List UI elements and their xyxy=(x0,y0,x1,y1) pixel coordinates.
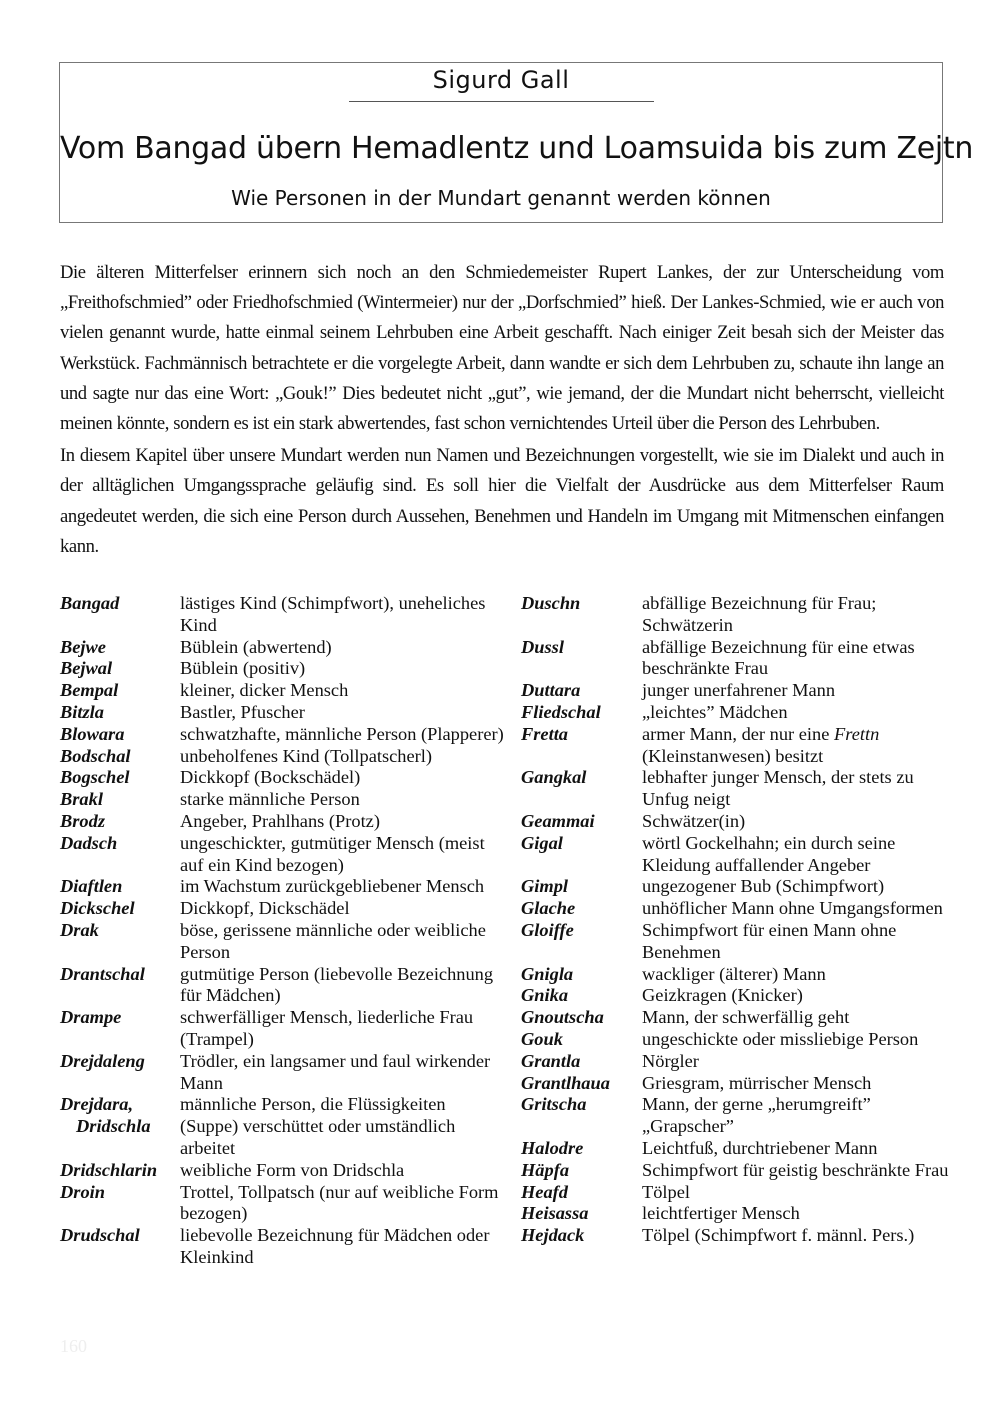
glossary-definition-text: wackliger (älterer) Mann xyxy=(642,963,826,984)
glossary-term xyxy=(60,964,180,1008)
glossary-entry xyxy=(521,833,951,877)
glossary-term-text: Droin xyxy=(60,1181,105,1202)
glossary-term-text: Gouk xyxy=(521,1028,563,1049)
glossary-term xyxy=(521,724,642,768)
glossary-entry xyxy=(60,833,505,877)
glossary-term xyxy=(521,1138,642,1160)
glossary-term-text: Hejdack xyxy=(521,1225,585,1246)
glossary-term xyxy=(521,637,642,681)
glossary-term xyxy=(60,898,180,920)
glossary-term xyxy=(521,1182,642,1204)
glossary-definition-text: leichtfertiger Mensch xyxy=(642,1203,800,1224)
glossary-term xyxy=(60,789,180,811)
glossary-term xyxy=(521,833,642,877)
glossary-term xyxy=(521,985,642,1007)
glossary-definition-text: böse, gerissene männliche oder weibliche Person xyxy=(180,919,486,962)
intro-paragraph: Die älteren Mitterfelser erinnern sich noch an den Schmiedemeister Rupert Lankes, der zur Unterscheidung vom „Freithofschmied” oder Friedhofschmied (Wintermeier) nur der „Dorfschmied” hieß. Der Lankes-Schmied, wie er auch von vielen genannt wurde, hatte einmal seinem Lehrbuben eine Arbeit geschafft. Nach einiger Zeit besah sich der Meister das Werkstück. Fachmännisch betrachtete er die vorgelegte Arbeit, dann wandte er sich dem Lehrbuben zu, schaute ihn lange an und sagte nur das eine Wort: „Gouk!” Dies bedeutet nicht „gut”, wie jemand, der die Mundart nicht beherrscht, vielleicht meinen könnte, sondern es ist ein stark abwertendes, fast schon vernichtendes Urteil über die Person des Lehrbuben. xyxy=(60,262,944,435)
glossary-term-text: Gloiffe xyxy=(521,919,574,940)
glossary-definition-text: ungezogener Bub (Schimpfwort) xyxy=(642,876,885,897)
glossary-term xyxy=(60,876,180,898)
glossary-term-text: Brakl xyxy=(60,789,103,810)
glossary-term xyxy=(60,767,180,789)
glossary-definition xyxy=(180,1160,505,1182)
glossary-term-text: Bitzla xyxy=(60,701,104,722)
glossary-term xyxy=(521,1094,642,1138)
glossary-entry xyxy=(521,920,951,964)
glossary-definition xyxy=(642,1160,951,1182)
author-name: Sigurd Gall xyxy=(432,66,570,94)
glossary-term-text: Bangad xyxy=(60,593,120,613)
glossary-definition xyxy=(642,811,951,833)
glossary-term xyxy=(60,1007,180,1051)
glossary-definition-text: abfällige Bezeichnung für eine etwas beschränkte Frau xyxy=(642,636,915,679)
glossary-definition xyxy=(180,833,505,877)
glossary-definition xyxy=(180,702,505,724)
glossary-term xyxy=(60,637,180,659)
glossary-entry xyxy=(521,702,951,724)
glossary-term xyxy=(521,593,642,637)
glossary-term-text: Drudschal xyxy=(60,1225,140,1246)
glossary-definition xyxy=(180,1182,505,1226)
glossary-term xyxy=(60,1182,180,1226)
glossary-term-text: Brodz xyxy=(60,810,105,831)
glossary-term-text: Gnika xyxy=(521,985,569,1006)
glossary-definition-text: Nörgler xyxy=(642,1050,699,1071)
glossary-definition xyxy=(180,637,505,659)
glossary-term-text: Diaftlen xyxy=(60,876,123,897)
glossary-definition-text: junger unerfahrener Mann xyxy=(642,680,836,701)
glossary-definition xyxy=(642,702,951,724)
glossary-definition xyxy=(180,1225,505,1269)
glossary-entry xyxy=(521,1007,951,1029)
glossary-term xyxy=(60,593,180,637)
glossary-definition-text: Mann, der schwerfällig geht xyxy=(642,1007,850,1028)
glossary-definition-text: Geizkragen (Knicker) xyxy=(642,985,803,1006)
glossary-definition-text: Leichtfuß, durchtriebener Mann xyxy=(642,1137,878,1158)
glossary-definition-text: Trödler, ein langsamer und faul wirkender Mann xyxy=(180,1050,491,1093)
glossary-definition-text: Büblein (abwertend) xyxy=(180,636,332,657)
glossary-right-column xyxy=(521,593,951,1247)
glossary-definition xyxy=(642,1094,951,1138)
glossary-definition-text: männliche Person, die Flüssigkeiten (Suppe) verschüttet oder umständlich arbeitet xyxy=(180,1094,456,1158)
glossary-definition xyxy=(180,1094,505,1159)
glossary-definition-text: wörtl Gockelhahn; ein durch seine Kleidung auffallender Angeber xyxy=(642,832,896,875)
glossary-entry xyxy=(521,1029,951,1051)
page-subtitle: Wie Personen in der Mundart genannt werden können xyxy=(231,186,771,210)
glossary-definition xyxy=(180,680,505,702)
glossary-term-text: Blowara xyxy=(60,723,125,744)
glossary-term xyxy=(60,1094,180,1159)
glossary-term-text: Häpfa xyxy=(521,1159,570,1180)
glossary-entry xyxy=(60,1094,505,1159)
glossary-definition xyxy=(642,920,951,964)
glossary-definition xyxy=(642,1203,951,1225)
glossary-definition-text: Dickkopf (Bockschädel) xyxy=(180,767,361,788)
glossary-definition xyxy=(180,593,505,637)
glossary-term-text: Fliedschal xyxy=(521,701,601,722)
glossary-term-text: Bejwal xyxy=(60,658,113,679)
glossary-entry xyxy=(60,1160,505,1182)
glossary-definition-text: liebevolle Bezeichnung für Mädchen oder Kleinkind xyxy=(180,1225,490,1267)
glossary-definition-text: Schimpfwort für geistig beschränkte Frau xyxy=(642,1159,949,1180)
glossary-definition xyxy=(180,746,505,768)
glossary-entry xyxy=(60,658,505,680)
glossary-definition-text: Dickkopf, Dickschädel xyxy=(180,898,350,919)
glossary-term xyxy=(521,1007,642,1029)
glossary-entry xyxy=(521,637,951,681)
glossary-term-text: Gnoutscha xyxy=(521,1007,604,1028)
glossary-definition xyxy=(180,658,505,680)
glossary-definition xyxy=(642,1007,951,1029)
glossary-entry xyxy=(521,876,951,898)
glossary-term xyxy=(60,920,180,964)
glossary-term xyxy=(521,702,642,724)
glossary-term-text: Glache xyxy=(521,898,576,919)
glossary-term-text: Dridschla xyxy=(76,1116,151,1137)
glossary-definition-text: „leichtes” Mädchen xyxy=(642,701,788,722)
glossary-term xyxy=(521,1051,642,1073)
glossary-entry xyxy=(521,1051,951,1073)
glossary-definition-text: Schwätzer(in) xyxy=(642,810,746,831)
glossary-definition xyxy=(642,898,951,920)
glossary-entry xyxy=(60,637,505,659)
glossary-entry xyxy=(521,1094,951,1138)
glossary-term xyxy=(521,767,642,811)
glossary-term-text: Halodre xyxy=(521,1137,584,1158)
glossary-term xyxy=(60,833,180,877)
glossary-definition-text: schwatzhafte, männliche Person (Plapperer) xyxy=(180,723,504,744)
glossary-term-text: Gigal xyxy=(521,832,563,853)
glossary-entry xyxy=(60,724,505,746)
intro-paragraph: In diesem Kapitel über unsere Mundart werden nun Namen und Bezeichnungen vorgestellt, wie sie im Dialekt und auch in der alltäglichen Umgangssprache geläufig sind. Es soll hier die Vielfalt der Ausdrücke aus dem Mitterfelser Raum angedeutet werden, die sich eine Person durch Aussehen, Benehmen und Handeln im Umgang mit Mitmenschen einfangen kann. xyxy=(60,445,944,557)
glossary-definition-text: ungeschickte oder missliebige Person xyxy=(642,1028,919,1049)
glossary-definition-italic: Frettn xyxy=(834,723,880,744)
glossary-term-text: Drejdaleng xyxy=(60,1050,145,1071)
glossary-entry xyxy=(521,985,951,1007)
glossary-definition-text: im Wachstum zurückgebliebener Mensch xyxy=(180,876,485,897)
glossary-entry xyxy=(521,1182,951,1204)
glossary-term xyxy=(521,1073,642,1095)
glossary-term xyxy=(521,811,642,833)
glossary-entry xyxy=(521,1138,951,1160)
glossary-term-text: Grantlhaua xyxy=(521,1072,610,1093)
glossary-entry xyxy=(60,964,505,1008)
glossary-term-text: Drak xyxy=(60,919,99,940)
glossary-entry xyxy=(521,964,951,986)
glossary-term xyxy=(521,1203,642,1225)
glossary-definition-text: lästiges Kind (Schimpfwort), uneheliches Kind xyxy=(180,593,486,635)
glossary-term-text: Bempal xyxy=(60,680,119,701)
glossary-term xyxy=(521,964,642,986)
glossary-definition xyxy=(180,1051,505,1095)
glossary-definition-text: Griesgram, mürrischer Mensch xyxy=(642,1072,872,1093)
glossary-entry xyxy=(60,1182,505,1226)
page-title: Vom Bangad übern Hemadlentz und Loamsuida bis zum Zejtn xyxy=(60,131,974,166)
page-number: 160 xyxy=(60,1336,87,1356)
glossary-entry xyxy=(521,767,951,811)
glossary-definition-text: Tölpel xyxy=(642,1181,691,1202)
glossary-term xyxy=(60,1051,180,1095)
glossary-term-text: Bejwe xyxy=(60,636,106,657)
glossary-definition-text: unbeholfenes Kind (Tollpatscherl) xyxy=(180,745,433,766)
glossary-definition xyxy=(642,1029,951,1051)
glossary-term-text: Heisassa xyxy=(521,1203,589,1224)
glossary-definition-text: schwerfälliger Mensch, liederliche Frau (Trampel) xyxy=(180,1007,474,1049)
glossary-definition xyxy=(642,593,951,637)
glossary-definition xyxy=(642,1051,951,1073)
glossary-term-text: Duschn xyxy=(521,593,581,613)
glossary-entry xyxy=(521,1203,951,1225)
glossary-definition-text: weibliche Form von Dridschla xyxy=(180,1159,405,1180)
glossary-definition-text: Bastler, Pfuscher xyxy=(180,701,305,722)
glossary-entry xyxy=(60,789,505,811)
glossary-term-text: Gangkal xyxy=(521,767,587,788)
glossary-term-text: Heafd xyxy=(521,1181,568,1202)
glossary-term-text: Bodschal xyxy=(60,745,131,766)
glossary-definition-text: unhöflicher Mann ohne Umgangsformen xyxy=(642,898,943,919)
glossary-term-text: Gritscha xyxy=(521,1094,587,1115)
glossary-entry xyxy=(60,1225,505,1269)
glossary-term-text: Drejdara, xyxy=(60,1094,134,1115)
glossary-entry xyxy=(521,1225,951,1247)
glossary-definition xyxy=(642,833,951,877)
glossary-entry xyxy=(60,920,505,964)
glossary-term xyxy=(521,1029,642,1051)
glossary-definition xyxy=(180,876,505,898)
glossary-definition xyxy=(642,1225,951,1247)
glossary-entry xyxy=(60,746,505,768)
glossary-definition-text: starke männliche Person xyxy=(180,789,360,810)
glossary-term xyxy=(521,920,642,964)
glossary-entry xyxy=(60,767,505,789)
glossary-definition xyxy=(642,724,951,768)
glossary-term-text: Drampe xyxy=(60,1007,122,1028)
glossary-definition-text: ungeschickter, gutmütiger Mensch (meist auf ein Kind bezogen) xyxy=(180,832,485,875)
glossary-definition xyxy=(642,1138,951,1160)
glossary-entry xyxy=(60,898,505,920)
glossary-definition-text: Schimpfwort für einen Mann ohne Benehmen xyxy=(642,919,897,962)
glossary-entry xyxy=(521,1073,951,1095)
glossary-term-text: Dridschlarin xyxy=(60,1159,158,1180)
glossary-definition xyxy=(180,1007,505,1051)
glossary-definition-text: Tölpel (Schimpfwort f. männl. Pers.) xyxy=(642,1225,915,1246)
glossary-term-text: Grantla xyxy=(521,1050,581,1071)
glossary-definition-text: armer Mann, der nur eine xyxy=(642,723,830,744)
glossary-definition-text: (Kleinstanwesen) besitzt xyxy=(642,745,824,766)
glossary-entry xyxy=(521,680,951,702)
glossary-definition-text: Mann, der gerne „herumgreift” „Grapscher” xyxy=(642,1094,871,1137)
title-box xyxy=(59,62,974,223)
glossary-term xyxy=(521,876,642,898)
glossary-definition xyxy=(642,964,951,986)
glossary-term xyxy=(60,811,180,833)
glossary-term xyxy=(60,658,180,680)
glossary-definition xyxy=(642,1073,951,1095)
glossary-definition xyxy=(642,680,951,702)
glossary-entry xyxy=(521,811,951,833)
glossary-term xyxy=(60,680,180,702)
glossary-definition xyxy=(642,876,951,898)
glossary-entry xyxy=(60,1051,505,1095)
glossary-definition-text: abfällige Bezeichnung für Frau; Schwätzerin xyxy=(642,593,877,635)
glossary-entry xyxy=(521,724,951,768)
glossary-definition-text: Büblein (positiv) xyxy=(180,658,306,679)
glossary-definition-text: lebhafter junger Mensch, der stets zu Unfug neigt xyxy=(642,767,914,810)
glossary-definition xyxy=(642,767,951,811)
glossary-definition xyxy=(180,789,505,811)
glossary-term xyxy=(60,724,180,746)
glossary-definition-text: kleiner, dicker Mensch xyxy=(180,680,349,701)
glossary-entry xyxy=(521,593,951,637)
glossary-definition-text: gutmütige Person (liebevolle Bezeichnung für Mädchen) xyxy=(180,963,494,1006)
glossary-definition xyxy=(180,811,505,833)
glossary-definition-text: Trottel, Tollpatsch (nur auf weibliche Form bezogen) xyxy=(180,1181,499,1224)
glossary-term-text: Geammai xyxy=(521,810,595,831)
glossary-entry xyxy=(60,680,505,702)
glossary-term-text: Dickschel xyxy=(60,898,135,919)
glossary-term-text: Fretta xyxy=(521,723,569,744)
glossary-left-column xyxy=(60,593,505,1269)
glossary-term-text: Dadsch xyxy=(60,832,118,853)
glossary-entry xyxy=(60,1007,505,1051)
glossary-definition xyxy=(180,920,505,964)
glossary-term xyxy=(60,746,180,768)
glossary-definition xyxy=(180,724,505,746)
glossary-entry xyxy=(60,702,505,724)
glossary-term-text: Duttara xyxy=(521,680,581,701)
glossary-definition xyxy=(642,985,951,1007)
glossary-term xyxy=(60,702,180,724)
glossary-entry xyxy=(521,1160,951,1182)
glossary-term xyxy=(521,898,642,920)
glossary-term xyxy=(60,1160,180,1182)
glossary-entry xyxy=(60,876,505,898)
glossary-definition xyxy=(642,1182,951,1204)
glossary-term-text: Drantschal xyxy=(60,963,145,984)
author-divider xyxy=(349,101,654,102)
glossary-term xyxy=(60,1225,180,1269)
glossary-definition xyxy=(180,964,505,1008)
glossary-entry xyxy=(521,898,951,920)
glossary-entry xyxy=(60,811,505,833)
glossary-term xyxy=(521,680,642,702)
glossary-definition xyxy=(180,767,505,789)
glossary-term-text: Bogschel xyxy=(60,767,130,788)
glossary-definition xyxy=(180,898,505,920)
glossary-term xyxy=(521,1160,642,1182)
glossary-definition xyxy=(642,637,951,681)
glossary-entry xyxy=(60,593,505,637)
glossary-term-text: Gimpl xyxy=(521,876,569,897)
intro-text xyxy=(60,258,944,564)
glossary-definition-text: Angeber, Prahlhans (Protz) xyxy=(180,810,380,831)
glossary-term xyxy=(521,1225,642,1247)
glossary-term-text: Dussl xyxy=(521,636,564,657)
glossary-term-text: Gnigla xyxy=(521,963,574,984)
